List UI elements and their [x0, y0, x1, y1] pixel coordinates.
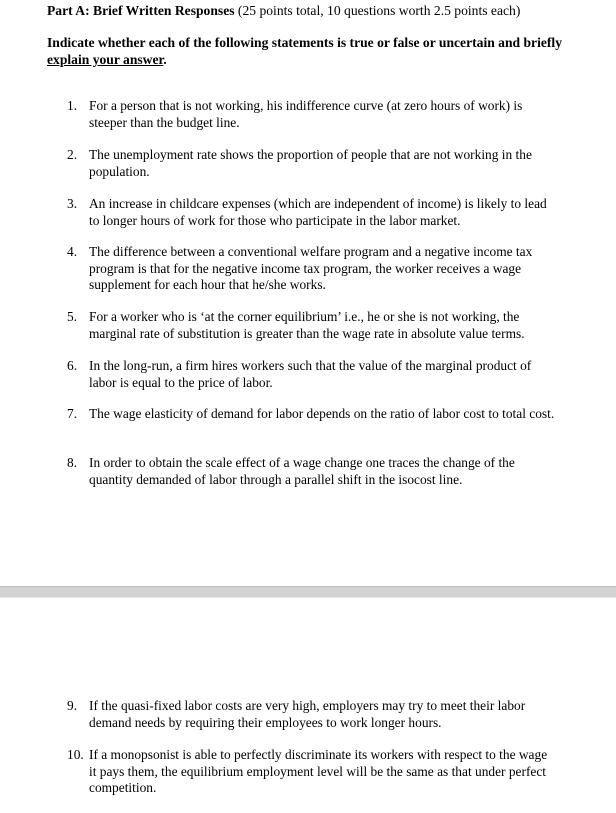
- question-text: If a monopsonist is able to perfectly discriminate its workers with respect to the wage it pays them, the equilibrium employment level will be the same as that under perfect competition.: [89, 747, 548, 795]
- question-item-3: [67, 196, 557, 229]
- question-text: For a person that is not working, his indifference curve (at zero hours of work) is steeper than the budget line.: [89, 98, 523, 130]
- question-text: For a worker who is ‘at the corner equilibrium’ i.e., he or she is not working, the marginal rate of substitution is greater than the wage rate in absolute value terms.: [89, 309, 525, 341]
- instruction-text: [47, 34, 567, 68]
- instruction-end: .: [163, 52, 167, 67]
- question-text: The unemployment rate shows the proportion of people that are not working in the population.: [89, 147, 532, 179]
- question-number: 3.: [67, 196, 78, 211]
- question-text: If the quasi-fixed labor costs are very high, employers may try to meet their labor demand needs by requiring their employees to work longer hours.: [89, 698, 526, 730]
- question-number: 7.: [67, 406, 78, 421]
- question-text: The difference between a conventional welfare program and a negative income tax program is that for the negative income tax program, the worker receives a wage supplement for each hour that he/she works.: [89, 244, 533, 292]
- question-item-5: [67, 309, 557, 342]
- question-text: In the long-run, a firm hires workers such that the value of the marginal product of labor is equal to the price of labor.: [89, 358, 532, 390]
- question-item-1: [67, 98, 557, 131]
- question-number: 2.: [67, 147, 78, 162]
- part-details: (25 points total, 10 questions worth 2.5 points each): [234, 3, 521, 18]
- question-text: In order to obtain the scale effect of a wage change one traces the change of the quantity demanded of labor through a parallel shift in the isocost line.: [89, 455, 515, 487]
- question-text: The wage elasticity of demand for labor depends on the ratio of labor cost to total cost.: [89, 406, 555, 421]
- question-item-8: [67, 455, 557, 488]
- question-item-4: [67, 244, 557, 294]
- question-number: 6.: [67, 358, 78, 373]
- page-separator: [0, 586, 616, 598]
- instruction-main: Indicate whether each of the following statements is true or false or uncertain and briefly: [47, 35, 562, 50]
- document-page-2: [0, 598, 616, 813]
- part-header: [47, 3, 607, 19]
- question-number: 9.: [67, 698, 78, 713]
- question-number: 8.: [67, 455, 78, 470]
- question-number: 1.: [67, 98, 78, 113]
- part-title: Part A: Brief Written Responses: [47, 3, 235, 18]
- question-item-6: [67, 358, 557, 391]
- question-text: An increase in childcare expenses (which are independent of income) is likely to lead to longer hours of work for those who participate in the labor market.: [89, 196, 547, 228]
- instruction-underlined: explain your answer: [47, 52, 164, 67]
- question-number: 4.: [67, 244, 78, 259]
- question-number: 10.: [67, 747, 84, 762]
- question-item-9: [67, 698, 557, 731]
- question-item-10: [67, 747, 557, 797]
- question-number: 5.: [67, 309, 78, 324]
- question-item-2: [67, 147, 557, 180]
- question-item-7: [67, 406, 557, 423]
